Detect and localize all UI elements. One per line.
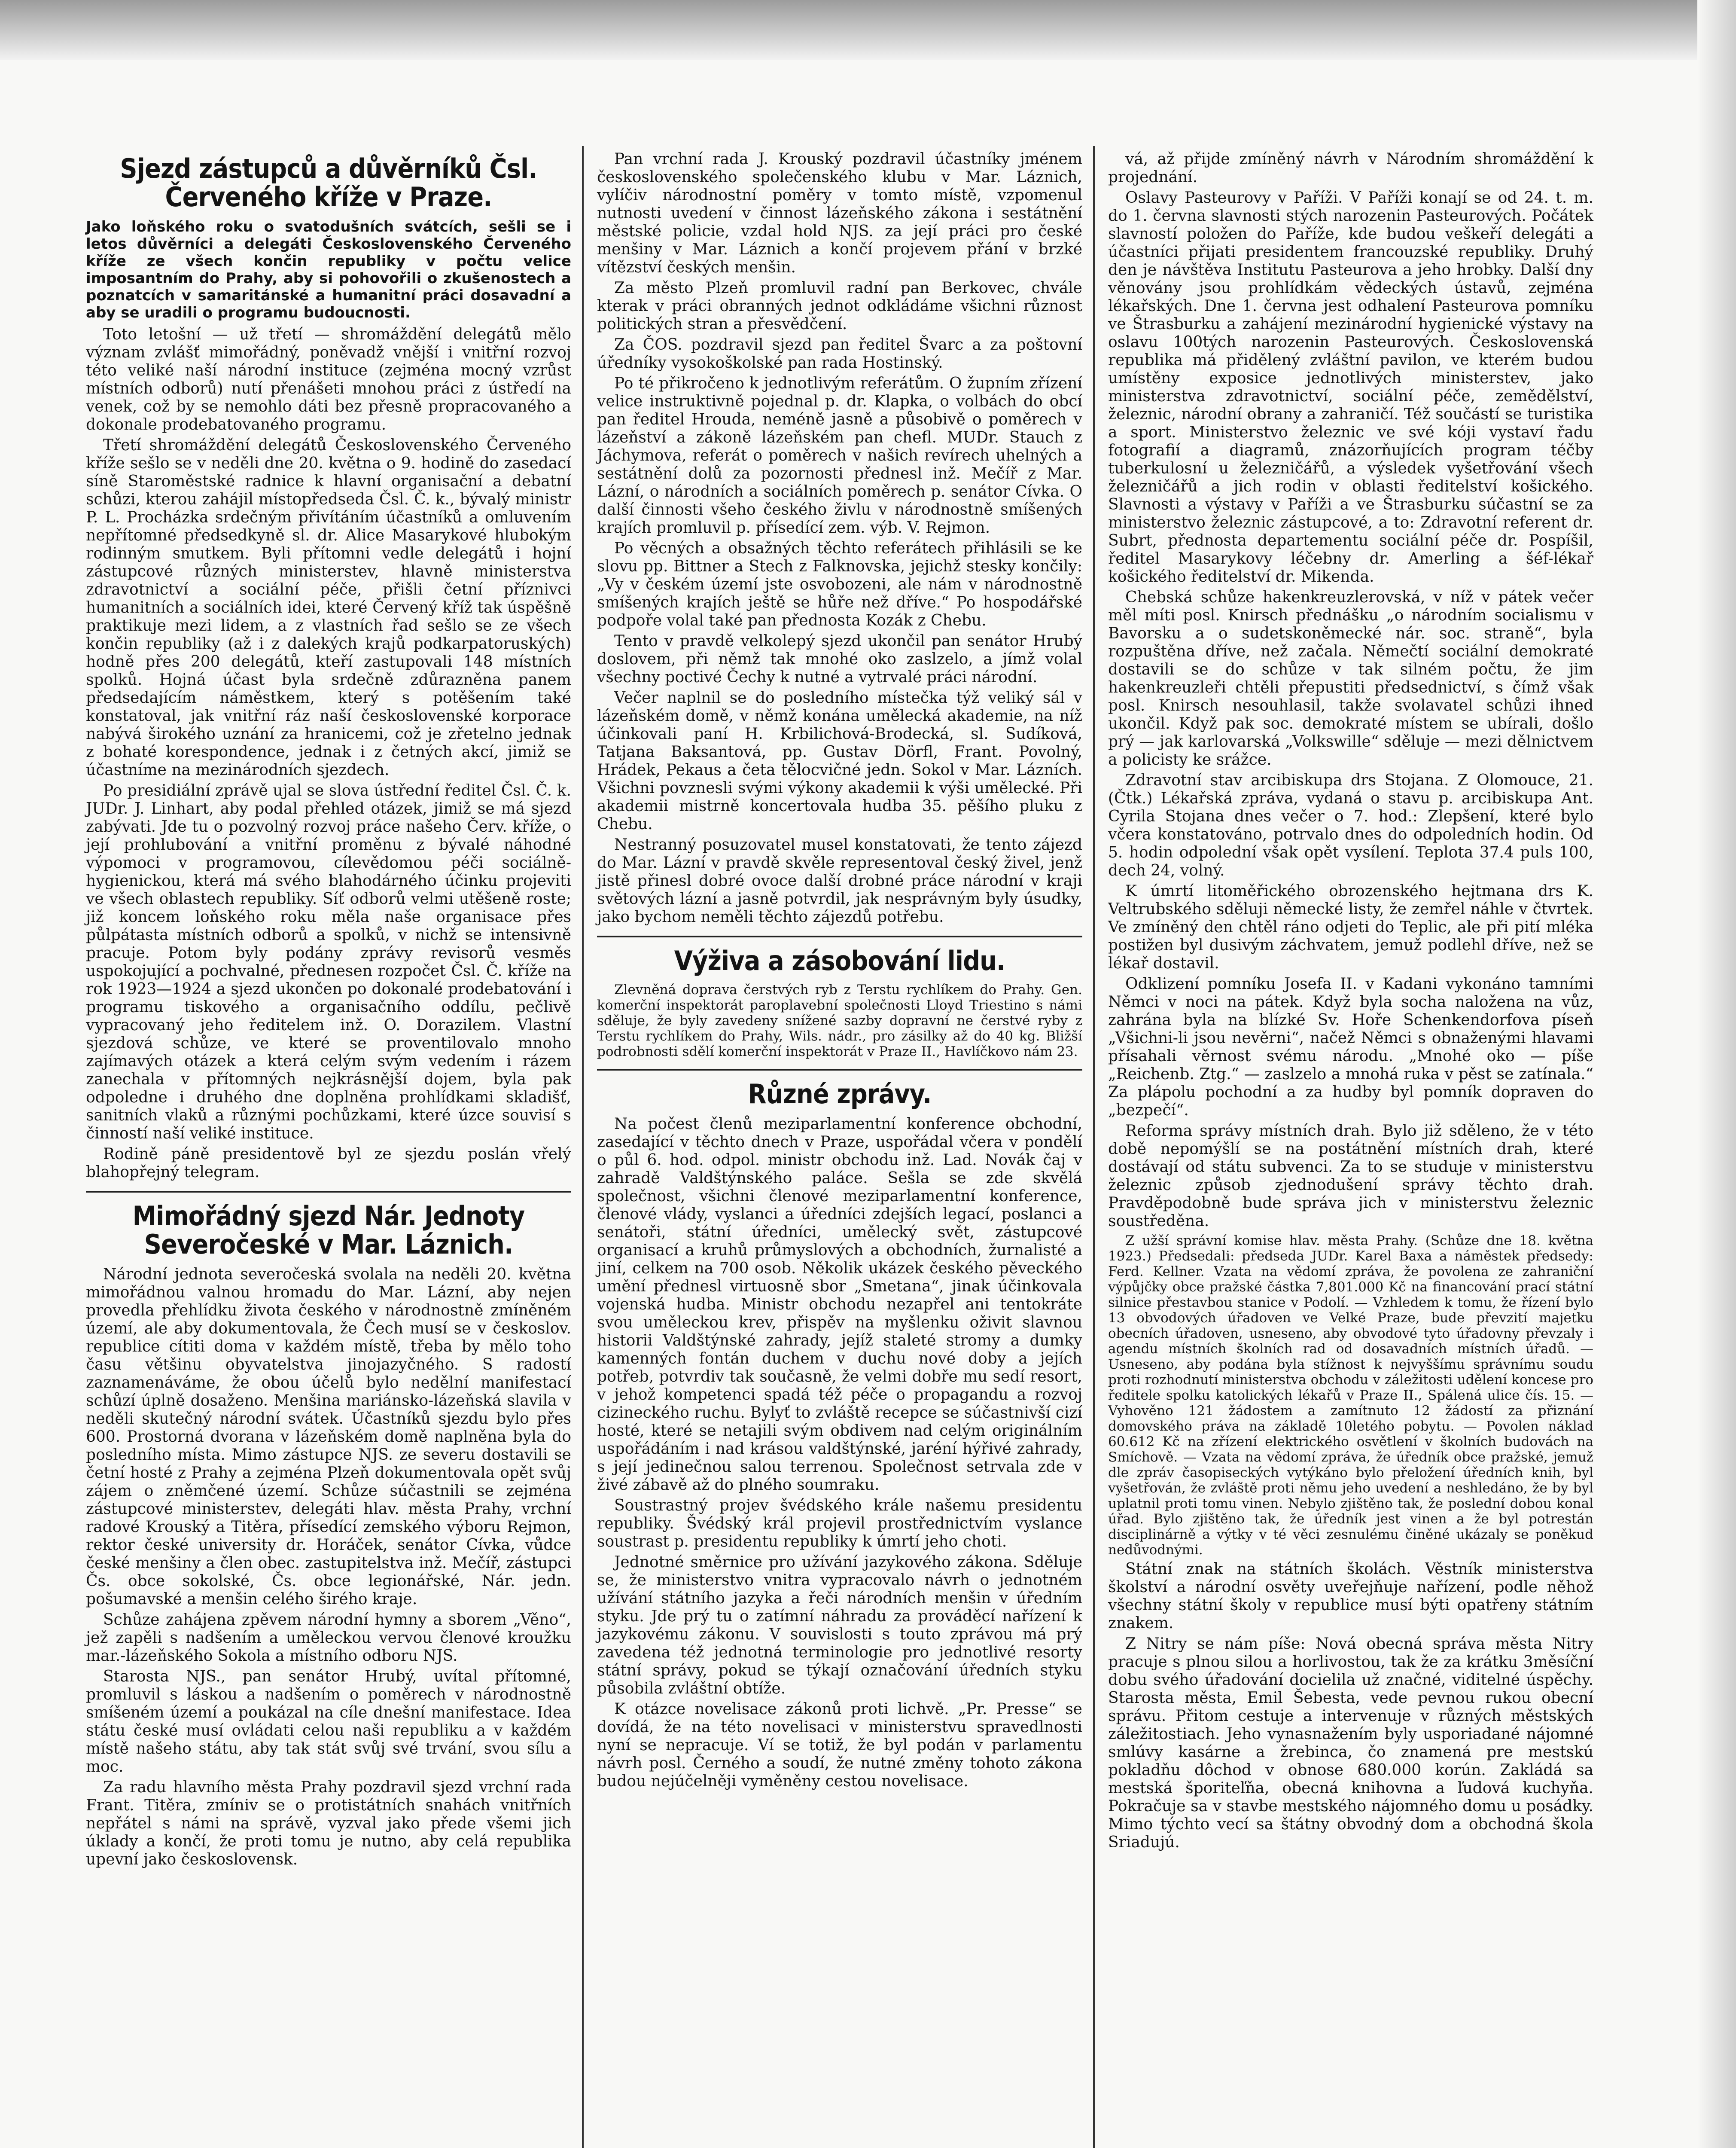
news-item: Z užší správní komise hlav. města Prahy. (Schůze dne 18. května 1923.) Předsedali: předseda JUDr. Karel Baxa a náměstek předsedy: Ferd. Kellner. Vzata na vědomí zpráva, že povolena ze zahraniční výpůjčky obce pražské částka 7,801.000 Kč na financování prací státní silnice přestavbou stanice v Podolí. — Vzhledem k tomu, že řízení bylo 13 obvodových úřadoven ve Velké Praze, bude převzití majetku obecních úřadoven, usneseno, aby obvodové tyto úřadovny převzaly i agendu místních školních rad od dosavadních místních úřadů. — Usneseno, aby podána byla stížnost k nejvyššímu správnímu soudu proti rozhodnutí ministerstva obchodu v záležitosti udělení koncese pro ředitele spolku katolických lékařů v Praze II., Spálená ulice čís. 15. — Vyhověno 121 žádostem a zamítnuto 12 žádostí za přiznání domovského práva na základě 10letého pobytu. — Povolen náklad 60.612 Kč na zřízení elektrického osvětlení v školních budovách na Smíchově. — Vzata na vědomí zpráva, že úředník obce pražské, jemuž dle zpráv časopiseckých vytýkáno bylo přeložení úředních knih, byl vyšetřován, že zvláště proti němu jeho uvedení a neshledáno, že by byl uplatnil proti tomu vinen. Nebylo zjištěno tak, že poslední dobou konal úřad. Bylo zjištěno tak, že úředník jest vinen a že byl potrestán disciplinárně a výtky v té věci zesnulému činěné ukázaly se poněkud nedůvodnými. [1108,1233,1593,1558]
news-item: K otázce novelisace zákonů proti lichvě. „Pr. Presse“ se dovídá, že na této novelisaci v ministerstvu spravedlnosti nyní se nepracuje. Ví se totiž, že byl podán v parlamentu návrh posl. Černého a soudí, že nutné změny tohoto zákona budou nejúčelněji vyměněny cestou novelisace. [597,1700,1082,1790]
headline-marianske-lazne-congress: Mimořádný sjezd Nár. Jednoty Severočeské v Mar. Láznich. [132,1200,525,1260]
scan-top-shadow [0,0,1736,60]
news-item: Reforma správy místních drah. Bylo již sděleno, že v této době nepomýšlí se na postátnění místních drah, které dostávají od státu subvenci. Za to se studuje v ministerstvu železnic způsob zjednodušení správy těchto drah. Pravděpodobně bude správa jich v ministerstvu železnic soustředěna. [1108,1122,1593,1230]
news-item: Odklizení pomníku Josefa II. v Kadani vykonáno tamními Němci v noci na pátek. Když byla socha naložena na vůz, zahrána byla na blízké Sv. Hoře Schenkendorfova píseň „Všichni-li jsou nevěrni“, načež Němci s obnaženými hlavami přísahali věrnost svému národu. „Mnohé oko — píše „Reichenb. Ztg.“ — zaslzelo a mnohá ruka v pěst se zatínala.“ Za plápolu pochodní a za hudby byl pomník dopraven do „bezpečí“. [1108,975,1593,1119]
column-rule [1093,146,1095,2148]
article-paragraph: Rodině páně presidentově byl ze sjezdu poslán vřelý blahopřejný telegram. [86,1145,571,1181]
headline-red-cross-congress: Sjezd zástupců a důvěrníků Čsl. Červeného kříže v Praze. [120,153,537,213]
article-paragraph: Za město Plzeň promluvil radní pan Berkovec, chvále kterak v práci obranných jednot odkládáme všichni různost politických stran a přesvědčení. [597,279,1082,333]
article-paragraph: Zlevněná doprava čerstvých ryb z Terstu rychlíkem do Prahy. Gen. komerční inspektorát paroplavební společnosti Lloyd Triestino s námi sděluje, že byly zavedeny snížené sazby dopravní ne čerstvé ryby z Terstu rychlíkem do Prahy, Wils. nádr., pro zásilky až do 40 kg. Bližší podrobnosti sdělí komerční inspektorát v Praze II., Havlíčkovo nám 23. [597,982,1082,1059]
article-paragraph: Nestranný posuzovatel musel konstatovati, že tento zájezd do Mar. Lázní v pravdě skvěle representoval český živel, jenž jistě přinesl dobré ovoce další drobné práce národní v kraji světových lázní a jasně potvrdil, jak nesprávným byly úsudky, jako bychom neměli těchto zájezdů potřebu. [597,836,1082,926]
news-item: Státní znak na státních školách. Věstník ministerstva školství a národní osvěty uveřejňuje nařízení, podle něhož všechny státní školy v republice musí býti opatřeny státním znakem. [1108,1560,1593,1632]
article-paragraph: Starosta NJS., pan senátor Hrubý, uvítal přítomné, promluvil s láskou a nadšením o poměrech v národnostně smíšeném území a poukázal na cíle dnešní manifestace. Idea státu české musí ovládati celou naši republiku a v každém místě našeho státu, aby tak stát svůj své trvání, svou sílu a moc. [86,1668,571,1776]
article-paragraph: Pan vrchní rada J. Krouský pozdravil účastníky jménem československého společenského klubu v Mar. Láznich, vylíčiv národnostní poměry v tomto místě, vzpomenul nutnosti uvedení v činnost lázeňského zákona i sestátnění městské policie, vzdal hold NJS. za její práci pro české menšiny v Mar. Láznich a končí projevem přání v brzké vítězství českých menšin. [597,150,1082,276]
article-paragraph: Za radu hlavního města Prahy pozdravil sjezd vrchní rada Frant. Titěra, zmíniv se o protistátních snahách vnitřních nepřátel s námi na správě, vyzval jako přede všemi jich úklady a končí, že proti tomu je nutno, aby celá republika upevní jako československ. [86,1779,571,1868]
article-paragraph: Tento v pravdě velkolepý sjezd ukončil pan senátor Hrubý doslovem, při němž tak mnohé oko zaslzelo, a jímž volal všechny poctivé Čechy k nutné a vytrvalé práci národní. [597,632,1082,686]
article-paragraph: Schůze zahájena zpěvem národní hymny a sborem „Věno“, jež zapěli s nadšením a uměleckou vervou členové kroužku mar.-lázeňského Sokola a místního odboru NJS. [86,1611,571,1665]
article-paragraph: Národní jednota severočeská svolala na neděli 20. května mimořádnou valnou hromadu do Mar. Lázní, aby nejen provedla přehlídku života českého v národnostně zmíněném území, ale aby dokumentovala, že Čech musí se v českoslov. republice cítiti doma v každém místě, třeba by mělo toho času většinu obyvatelstva jinojazyčného. S radostí zaznamenáváme, že obou účelů bylo nedělní manifestací schůzí úplně dosaženo. Menšina mariánsko-lázeňská slavila v neděli skutečný národní svátek. Účastníků sjezdu bylo přes 600. Prostorná dvorana v lázeňském domě naplněna byla do posledního místa. Mimo zástupce NJS. ze severu dostavili se četní hosté z Prahy a zejména Plzeň dokumentovala opět svůj zájem o zněmčené území. Schůze súčastnili se zejména zástupcové ministerstev, delegáti hlav. města Prahy, vrchní radové Krouský a Titěra, přísedící zemského výboru Rejmon, rektor české university dr. Horáček, senátor Cívka, vůdce české menšiny a člen obec. zastupitelstva inž. Mečíř, zástupci Čs. obce sokolské, Čs. obce legionářské, Nár. jedn. pošumavské a menšin celého širého kraje. [86,1266,571,1608]
news-item: Soustrastný projev švédského krále našemu presidentu republiky. Švédský král projevil prostřednictvím vyslance soustrast p. presidentu republiky k úmrtí jeho choti. [597,1497,1082,1550]
column-2 [597,150,1082,1793]
article-paragraph: Po presidiální zprávě ujal se slova ústřední ředitel Čsl. Č. k. JUDr. J. Linhart, aby podal přehled otázek, jimiž se má sjezd zabývati. Jde tu o pozvolný rozvoj práce našeho Červ. kříže, o její prohlubování a vnitřní proměnu z bývalé náhodné výpomoci v programovou, cílevědomou péči sociálně-hygienickou, která má svého blahodárného účinku projeviti ve všech oblastech republiky. Síť odborů velmi utěšeně roste; již koncem loňského roku měla naše organisace přes půlpátasta místních odborů a spolků, v nichž se intensivně pracuje. Potom byly podány zprávy revisorů vesměs uspokojující a pochvalné, přednesen rozpočet Čsl. Č. kříže na rok 1923—1924 a sjezd ukončen po dokonalé prodebatování i programu tiskového a organisačního oddílu, pečlivě vypracovaný jeho ředitelem inž. O. Dorazilem. Vlastní sjezdová schůze, ve které se proventilovalo mnoho zajímavých otázek a která celým svým vedením i rázem zanechala v přítomných nejkrásnější dojem, byla pak odpoledne i druhého dne doplněna prohlídkami skladišť, sanitních vlaků a různými pochůzkami, které úzce souvisí s činností naší veliké instituce. [86,782,571,1142]
article-paragraph: Po té přikročeno k jednotlivým referátům. O župním zřízení velice instruktivně pojednal p. dr. Klapka, o volbách do obcí pan ředitel Hrouda, neméně jasně a působivě o poměrech v lázeňství a zákoně lázeňském pan chefl. MUDr. Stauch z Jáchymova, referát o poměrech v našich revírech uhelných a sestátnění dolů za pozornosti přednesl inž. Mečíř z Mar. Lázní, o národních a sociálních poměrech p. senátor Cívka. O další činnosti všeho českého živlu v národnostně smíšených krajích promluvil p. přísedící zem. výb. V. Rejmon. [597,375,1082,537]
news-item: Chebská schůze hakenkreuzlerovská, v níž v pátek večer měl míti posl. Knirsch přednášku „o národním socialismu v Bavorsku a o sudetskoněmecké nár. soc. straně“, byla rozpuštěna dříve, než začala. Němečtí sociální demokraté dostavili se do schůze v tak silném počtu, že jim hakenkreuzleři chtěli přepustiti předsednictví, s čímž však posl. Knirsch nesouhlasil, takže svolavatel schůzi ihned ukončil. Když pak soc. demokraté místem se ubírali, došlo prý — jak karlovarská „Volkswille“ sděluje — mezi dělnictvem a policisty ke srážce. [1108,589,1593,769]
section-divider [597,1069,1082,1071]
news-item: Jednotné směrnice pro užívání jazykového zákona. Sděluje se, že ministerstvo vnitra vypracovalo návrh o jednotném užívání státního jazyka a řeči národních menšin v úředním styku. Jde prý tu o zatímní náhradu za prováděcí nařízení k jazykovému zákonu. V souvislosti s touto zprávou má prý zavedena též jednotná terminologie pro jednotlivé resorty státní správy, pokud se týkají označování úředních styku působila zvláštní obtíže. [597,1553,1082,1697]
article-paragraph: Třetí shromáždění delegátů Československého Červeného kříže sešlo se v neděli dne 20. května o 9. hodině do zasedací síně Staroměstské radnice k hlavní organisační a debatní schůzi, kterou zahájil místopředseda Čsl. Č. k., bývalý ministr P. L. Procházka srdečným přivítáním účastníků a omluvením nepřítomné předsedkyně sl. dr. Alice Masarykové hlubokým rodinným smutkem. Byli přítomni vedle delegátů i hojní zástupcové různých ministerstev, hlavně ministerstva zdravotnictví a sociální péče, přišli četní příznivci humanitních a sociálních idei, které Červený kříž tak úspěšně praktikuje mezi lidem, a z vlastních řad sešlo se ze všech končin republiky (až i z dalekých krajů podkarpatoruských) hodně přes 200 delegátů, kteří zastupovali 148 místních spolků. Hojná účast byla srdečně zdůrazněna panem předsedajícím náměstkem, který s potěšením také konstatoval, jak vnitřní ráz naší československé korporace nabývá širokého uznání za hranicemi, což je zřetelno jednak z bohaté korespondence, jednak i z četných akcí, jimiž se účastníme na mezinárodních sjezdech. [86,436,571,779]
article-paragraph: Po věcných a obsažných těchto referátech přihlásili se ke slovu pp. Bittner a Stech z Falknovska, jejichž stesky končily: „Vy v českém území jste osvobozeni, ale nám v národnostně smíšených krajích ještě se hůře než dříve.“ Po hospodářské podpoře volal také pan přednosta Kozák z Chebu. [597,540,1082,629]
news-item: Z Nitry se nám píše: Nová obecná správa města Nitry pracuje s plnou silou a horlivostou, tak že za krátku 3měsíční dobu svého úřadování docielila už značné, viditelné úspěchy. Starosta města, Emil Šebesta, vede pevnou rukou obecní správu. Přitom cestuje a intervenuje v různých městských záležitostiach. Jeho vynasnažením byly usporiadané nájomné smlúvy kasárne a žrebinca, čo znamená pre mestskú pokladňu dôchod v obnose 680.000 korún. Zakládá sa mestská šporiteľňa, obecná knihovna a ľudová kuchyňa. Pokračuje sa v stavbe mestského nájomného domu u posádky. Mimo týchto vecí sa štátny obvodný dom a obchodná škola Sriadujú. [1108,1635,1593,1851]
column-rule [582,146,584,2148]
news-item: vá, až přijde zmíněný návrh v Národním shromáždění k projednání. [1108,150,1593,186]
section-divider [86,1191,571,1193]
article-paragraph: Za ČOS. pozdravil sjezd pan ředitel Švarc a za poštovní úředníky vysokoškolské pan rada Hostinský. [597,336,1082,372]
article-paragraph: Toto letošní — už třetí — shromáždění delegátů mělo význam zvlášť mimořádný, poněvadž vnější i vnitřní rozvoj této veliké naší národní instituce (zejména mocný vzrůst místních odborů) nutí přenášeti mnohou práci z ústředí na venek, což by se nemohlo dáti bez přesně propracovaného a dokonale prodebatovaného programu. [86,326,571,433]
news-item: Na počest členů meziparlamentní konference obchodní, zasedající v těchto dnech v Praze, uspořádal včera v pondělí o půl 6. hod. odpol. ministr obchodu inž. Lad. Novák čaj v zahradě Valdštýnského paláce. Sešla se zde skvělá společnost, všichni členové meziparlamentní konference, členové vlády, vyslanci a úředníci zdejších legací, poslanci a senátoři, státní úředníci, umělecký svět, zástupcové organisací a kruhů průmyslových a obchodních, žurnalisté a jiní, celkem na 700 osob. Několik ukázek českého pěveckého umění přednesl virtuosně sbor „Smetana“, jinak účinkovala vojenská hudba. Ministr obchodu nezapřel ani tentokráte svou uměleckou krev, přispěv na myšlenku oživit slavnou historii Valdštýnské zahrady, jejíž staleté stromy a dumky kamenných fontán duchem v duchu nové doby a jejích potřeb, potvrdiv tak současně, že velmi dobře mu sedí resort, v jehož kompetenci spadá též péče o propagandu a rozvoj cizineckého ruchu. Bylyť to zvláště recepce se súčastnivší cizí hosté, které se netajili svým obdivem nad celým originálním uspořádáním i nad krásou valdštýnské, jaréní hýřivé zahrady, s její jedinečnou salou terrenou. Společnost setrvala zde v živé zábavě až do plného soumraku. [597,1115,1082,1494]
scan-right-edge [1697,0,1736,2148]
headline-various-news: Různé zprávy. [748,1078,932,1110]
section-divider [597,936,1082,937]
article-paragraph: Večer naplnil se do posledního místečka týž veliký sál v lázeňském domě, v němž konána umělecká akademie, na níž účinkovali paní H. Krbilichová-Brodecká, sl. Sudíková, Tatjana Baksantová, pp. Gustav Dörfl, Frant. Povolný, Hrádek, Pekaus a četa tělocvičné jedn. Sokol v Mar. Lázních. Všichni povznesli svými výkony akademii k výši umělecké. Při akademii mistrně koncertovala hudba 35. pěšího pluku z Chebu. [597,689,1082,833]
lede-paragraph: Jako loňského roku o svatodušních svátcích, sešli se i letos důvěrníci a delegáti Československého Červeného kříže ze všech končin republiky v počtu velice imposantním do Prahy, aby si pohovořili o zkušenostech a poznatcích v samaritánské a humanitní práci dosavadní a aby se uradili o programu budoucnosti. [86,218,571,321]
headline-food-supply: Výživa a zásobování lidu. [674,945,1005,976]
news-item: K úmrtí litoměřického obrozenského hejtmana drs K. Veltrubského sděluji německé listy, že zemřel náhle v čtvrtek. Ve zmíněný den chtěl ráno odjeti do Teplic, ale při pití mléka postižen byl dusivým záchvatem, jemuž podlehl dříve, než se lékař dostavil. [1108,882,1593,972]
column-1 [86,150,571,1871]
news-item: Oslavy Pasteurovy v Paříži. V Paříži konají se od 24. t. m. do 1. června slavnosti stých narozenin Pasteurových. Počátek slavností položen do Paříže, kde budou veškeří delegáti a účastníci přijati presidentem francouzské republiky. Druhý den je návštěva Institutu Pasteurova a jeho hrobky. Další dny věnovány jsou prohlídkám vědeckých ústavů, zejména lékařských. Dne 1. června jest odhalení Pasteurova pomníku ve Štrasburku a zahájení mezinárodní hygienické výstavy na oslavu 100tých narozenin Pasteurových. Československá republika má přidělený zvláštní pavilon, ve kterém budou umístěny exposice jednotlivých ministerstev, jako ministerstva zdravotnictví, sociální péče, zemědělství, železnic, národní obrany a zahraničí. Též součástí se turistika a sport. Ministerstvo železnic ve své kóji vystaví řadu fotografií a diagramů, znázorňujících program téčby tuberkulosní u železničářů, a výsledek vyšetřování všech železničářů a jich rodin v oblasti ředitelství košického. Slavnosti a výstavy v Paříži a ve Štrasburku súčastní se za ministerstvo železnic zástupcové, a to: Zdravotní referent dr. Subrt, přednosta departementu sociální péče dr. Pospíšil, ředitel Masarykovy léčebny dr. Amerling a šéf-lékař košického ředitelství dr. Mikenda. [1108,189,1593,586]
news-item: Zdravotní stav arcibiskupa drs Stojana. Z Olomouce, 21. (Čtk.) Lékařská zpráva, vydaná o stavu p. arcibiskupa Ant. Cyrila Stojana dnes večer o 7. hod.: Zlepšení, které bylo včera konstatováno, potrvalo dnes do odpoledních hodin. Od 5. hodin odpolední však opět vysílení. Teplota 37.4 puls 100, dech 24, volný. [1108,772,1593,879]
column-3 [1108,150,1593,1854]
